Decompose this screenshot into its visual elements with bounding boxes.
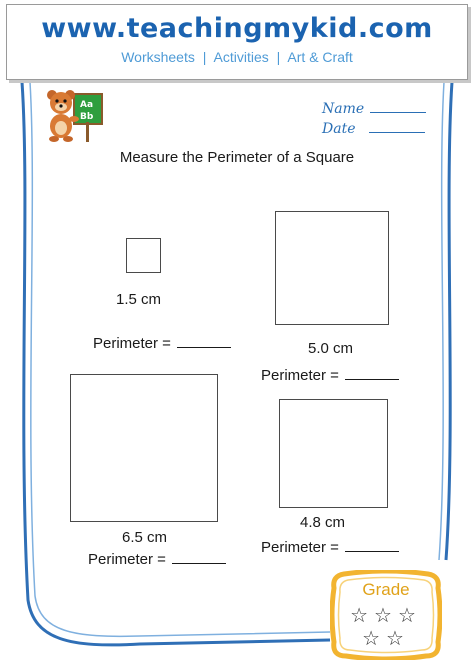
square-4-side-label: 4.8 cm (300, 514, 346, 531)
grade-stars-row-1[interactable]: ☆☆☆ (350, 605, 422, 627)
date-field (322, 120, 425, 137)
square-3-side-label: 6.5 cm (122, 529, 168, 546)
site-nav (7, 49, 467, 65)
perimeter-label: Perimeter = (93, 335, 171, 352)
perimeter-label: Perimeter = (88, 551, 166, 568)
square-2 (275, 211, 389, 325)
perimeter-label: Perimeter = (261, 539, 339, 556)
perimeter-answer-blank[interactable] (177, 334, 231, 348)
perimeter-label: Perimeter = (261, 367, 339, 384)
name-field (322, 100, 426, 117)
square-1-perimeter (93, 334, 231, 352)
perimeter-answer-blank[interactable] (172, 550, 226, 564)
square-4 (279, 399, 388, 508)
bear-mascot-icon (40, 86, 112, 144)
name-label: Name (322, 101, 365, 117)
date-label: Date (322, 121, 356, 137)
nav-separator: | (276, 49, 281, 65)
square-2-perimeter (261, 366, 399, 384)
square-1 (126, 238, 161, 273)
square-3 (70, 374, 218, 522)
grade-label: Grade (362, 580, 410, 599)
perimeter-answer-blank[interactable] (345, 366, 399, 380)
square-2-side-label: 5.0 cm (308, 340, 354, 357)
board-text-bb: Bb (80, 112, 94, 122)
nav-activities[interactable]: Activities (213, 49, 269, 65)
name-input-line[interactable] (370, 100, 426, 113)
site-header (6, 4, 468, 80)
site-name[interactable]: www.teachingmykid.com (41, 13, 433, 44)
nav-separator: | (202, 49, 207, 65)
grade-badge (330, 570, 442, 660)
worksheet-title: Measure the Perimeter of a Square (119, 149, 355, 166)
perimeter-answer-blank[interactable] (345, 538, 399, 552)
square-3-perimeter (88, 550, 226, 568)
square-1-side-label: 1.5 cm (116, 291, 162, 308)
board-text-aa: Aa (80, 100, 94, 110)
nav-worksheets[interactable]: Worksheets (121, 49, 195, 65)
date-input-line[interactable] (369, 120, 425, 133)
grade-stars-row-2[interactable]: ☆☆ (362, 628, 410, 650)
square-4-perimeter (261, 538, 399, 556)
nav-art-craft[interactable]: Art & Craft (287, 49, 353, 65)
